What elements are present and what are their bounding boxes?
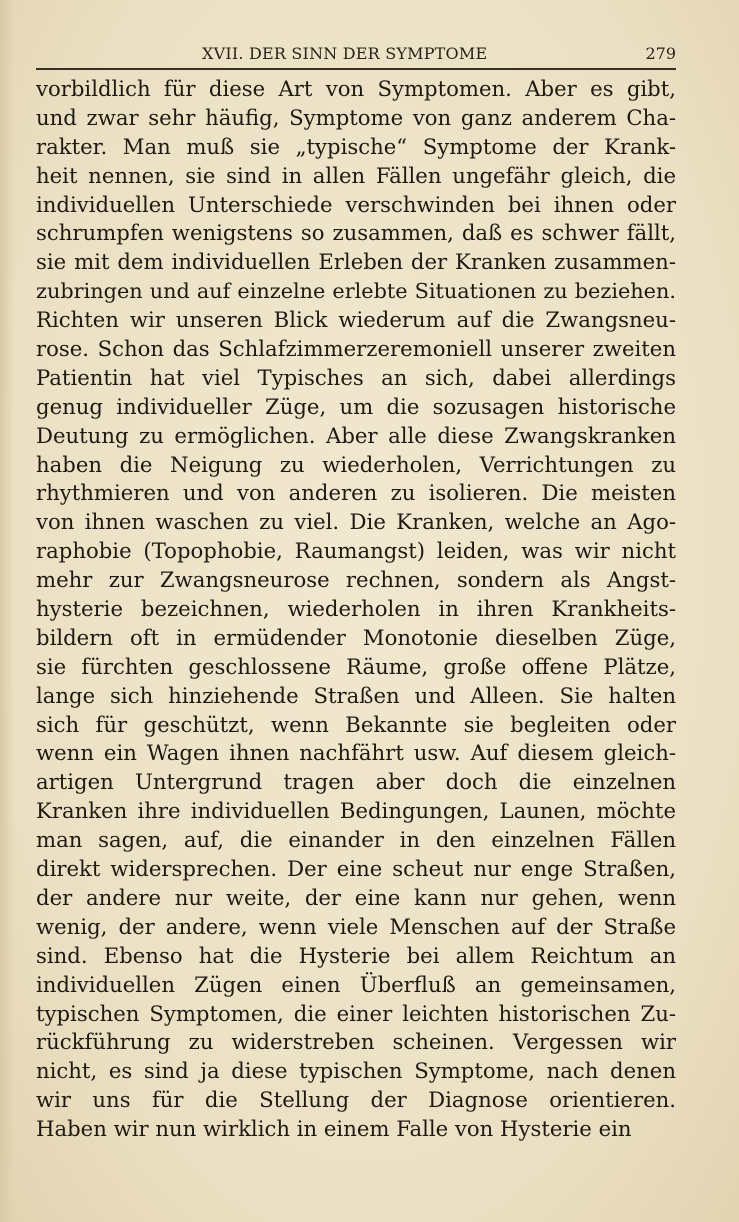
text-line: nicht, es sind ja diese typischen Symptome, nach denen [36,1058,676,1084]
running-title: XVII. DER SINN DER SYMPTOME [202,44,488,63]
header-rule [36,68,676,70]
text-line: Kranken ihre individuellen Bedingungen, Launen, möchte [36,798,676,824]
text-line: genug individueller Züge, um die sozusagen historische [36,393,676,419]
text-line: Richten wir unseren Blick wiederum auf die Zwangsneu- [36,307,676,333]
text-line: individuellen Unterschiede verschwinden bei ihnen oder [36,191,676,217]
text-line: sind. Ebenso hat die Hysterie bei allem Reichtum an [36,942,676,968]
text-line: typischen Symptomen, die einer leichten historischen Zu- [36,1000,676,1026]
page-gutter-shadow [0,0,14,1222]
text-line: rakter. Man muß sie „typische“ Symptome der Krank- [36,133,676,159]
text-line: sie mit dem individuellen Erleben der Kranken zusammen- [36,249,676,275]
text-line: schrumpfen wenigstens so zusammen, daß es schwer fällt, [36,220,676,246]
text-line: wenn ein Wagen ihnen nachfährt usw. Auf diesem gleich- [36,740,676,766]
text-line: und zwar sehr häufig, Symptome von ganz anderem Cha- [36,104,676,130]
text-line: individuellen Zügen einen Überfluß an gemeinsamen, [36,971,676,997]
text-line: Deutung zu ermöglichen. Aber alle diese Zwangskranken [36,422,676,448]
text-line: direkt widersprechen. Der eine scheut nur enge Straßen, [36,856,676,882]
text-line: sie fürchten geschlossene Räume, große offene Plätze, [36,653,676,679]
text-line: hysterie bezeichnen, wiederholen in ihren Krankheits- [36,596,676,622]
text-line: haben die Neigung zu wiederholen, Verrichtungen zu [36,451,676,477]
text-line: sich für geschützt, wenn Bekannte sie begleiten oder [36,711,676,737]
text-line: heit nennen, sie sind in allen Fällen ungefähr gleich, die [36,162,676,188]
text-line: bildern oft in ermüdender Monotonie dieselben Züge, [36,624,676,650]
page-number: 279 [645,44,676,63]
text-line: rose. Schon das Schlafzimmerzeremoniell unserer zweiten [36,336,676,362]
text-line: wenig, der andere, wenn viele Menschen auf der Straße [36,913,676,939]
text-line: artigen Untergrund tragen aber doch die einzelnen [36,769,676,795]
text-line: wir uns für die Stellung der Diagnose orientieren. [36,1087,676,1113]
text-line: von ihnen waschen zu viel. Die Kranken, welche an Ago- [36,509,676,535]
running-head [36,40,676,66]
text-line: Haben wir nun wirklich in einem Falle von Hysterie ein [36,1116,632,1142]
text-line: rückführung zu widerstreben scheinen. Vergessen wir [36,1029,676,1055]
text-line: zubringen und auf einzelne erlebte Situationen zu beziehen. [36,279,676,304]
text-line: der andere nur weite, der eine kann nur gehen, wenn [36,884,676,910]
text-line: raphobie (Topophobie, Raumangst) leiden, was wir nicht [36,538,676,564]
text-line: Patientin hat viel Typisches an sich, dabei allerdings [36,364,676,390]
text-line: vorbildlich für diese Art von Symptomen. Aber es gibt, [36,76,676,101]
text-line: lange sich hinziehende Straßen und Alleen. Sie halten [36,682,676,708]
text-line: mehr zur Zwangsneurose rechnen, sondern als Angst- [36,567,676,593]
text-line: rhythmieren und von anderen zu isolieren. Die meisten [36,480,676,506]
text-line: man sagen, auf, die einander in den einzelnen Fällen [36,827,676,853]
body-text [36,75,676,1144]
